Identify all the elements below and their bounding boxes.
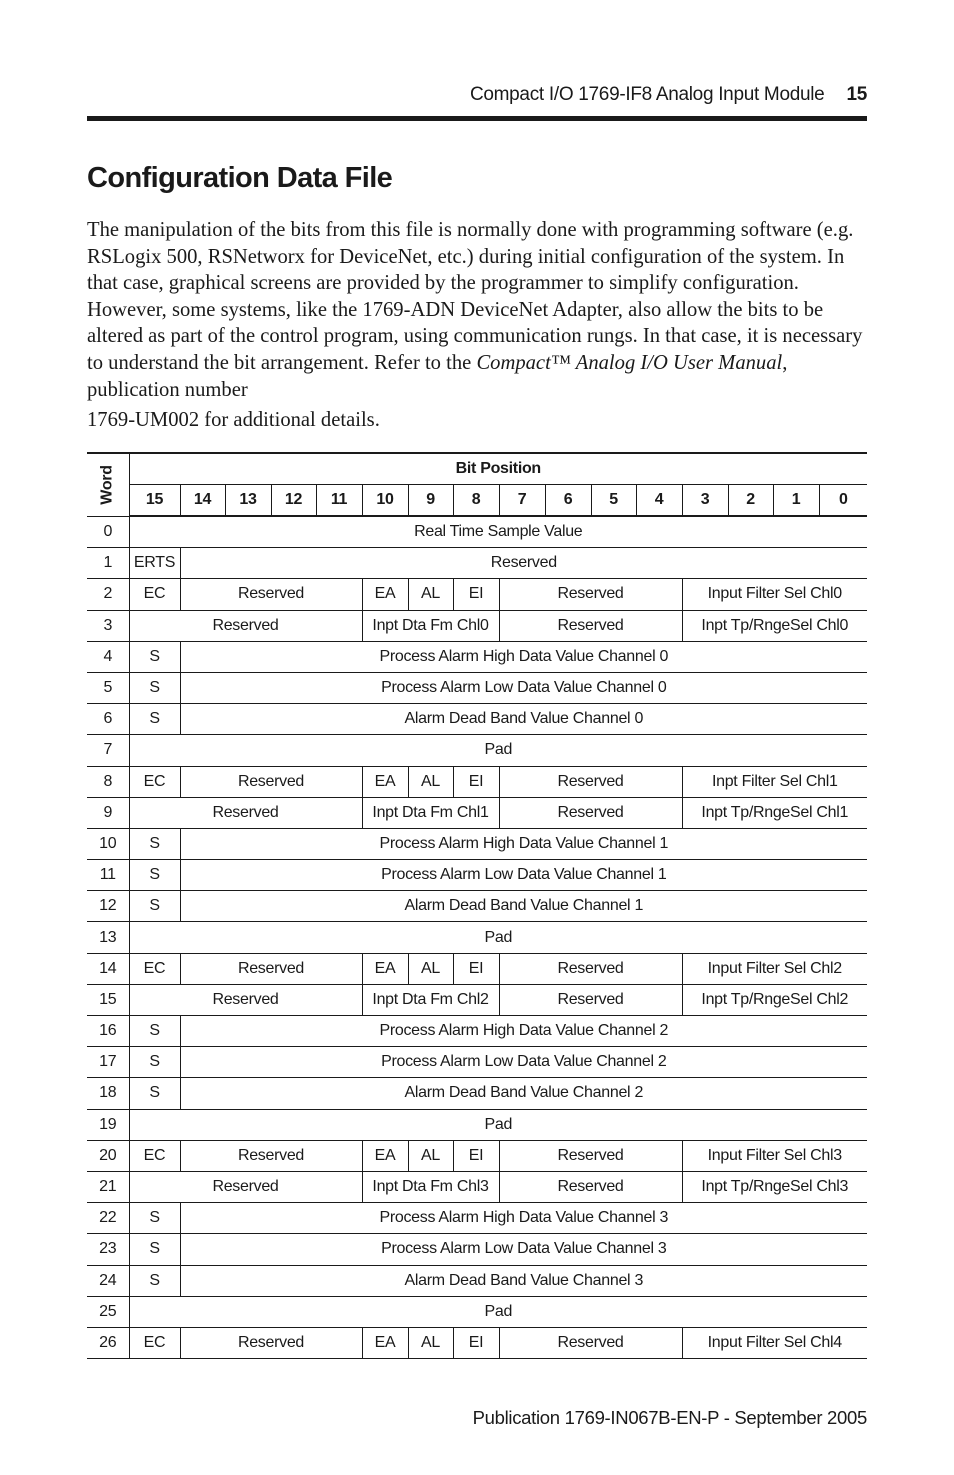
table-cell: Reserved bbox=[499, 579, 682, 610]
word-number: 15 bbox=[87, 984, 129, 1015]
table-cell: S bbox=[129, 828, 180, 859]
table-cell: EI bbox=[453, 1140, 499, 1171]
table-cell: AL bbox=[408, 579, 453, 610]
word-number: 16 bbox=[87, 1016, 129, 1047]
table-row bbox=[87, 672, 867, 703]
word-number: 11 bbox=[87, 860, 129, 891]
table-cell: EI bbox=[453, 1327, 499, 1358]
table-cell: Reserved bbox=[499, 984, 682, 1015]
table-cell: Inpt Dta Fm Chl3 bbox=[362, 1171, 499, 1202]
publication-footer: Publication 1769-IN067B-EN-P - September 2005 bbox=[472, 1407, 867, 1428]
table-row bbox=[87, 984, 867, 1015]
bit-header-0: 0 bbox=[819, 485, 867, 517]
table-row bbox=[87, 1234, 867, 1265]
table-cell: Reserved bbox=[129, 797, 362, 828]
intro-text-2: , publication number bbox=[87, 351, 788, 401]
table-cell: Reserved bbox=[180, 766, 362, 797]
table-cell: Input Filter Sel Chl0 bbox=[682, 579, 867, 610]
table-cell: S bbox=[129, 1078, 180, 1109]
bit-header-5: 5 bbox=[591, 485, 636, 517]
table-cell: AL bbox=[408, 1140, 453, 1171]
table-row bbox=[87, 1078, 867, 1109]
bit-header-10: 10 bbox=[362, 485, 408, 517]
word-number: 0 bbox=[87, 516, 129, 548]
table-row bbox=[87, 1327, 867, 1358]
table-cell: Reserved bbox=[499, 1171, 682, 1202]
bit-header-6: 6 bbox=[545, 485, 591, 517]
table-cell: EA bbox=[362, 953, 408, 984]
table-cell: S bbox=[129, 1016, 180, 1047]
table-cell: Process Alarm High Data Value Channel 2 bbox=[180, 1016, 867, 1047]
table-row bbox=[87, 1171, 867, 1202]
bit-header-2: 2 bbox=[728, 485, 773, 517]
word-number: 24 bbox=[87, 1265, 129, 1296]
bit-header-15: 15 bbox=[129, 485, 180, 517]
bit-header-7: 7 bbox=[499, 485, 545, 517]
word-number: 25 bbox=[87, 1296, 129, 1327]
word-number: 14 bbox=[87, 953, 129, 984]
table-cell: Pad bbox=[129, 1109, 867, 1140]
word-number: 10 bbox=[87, 828, 129, 859]
table-cell: Process Alarm High Data Value Channel 0 bbox=[180, 641, 867, 672]
intro-text-1: The manipulation of the bits from this file is normally done with programming software (e.g. RSLogix 500, RSNetworx for DeviceNet, etc.) during initial configuration of the system. In that case, graphical screens are provided by the programmer to simplify configuration. However, some systems, like the 1769-ADN DeviceNet Adapter, also allow the bits to be altered as part of the control program, using communication rungs. In that case, it is necessary to understand the bit arrangement. Refer to the bbox=[87, 219, 863, 374]
table-cell: Reserved bbox=[180, 953, 362, 984]
page-number: 15 bbox=[846, 84, 867, 105]
table-row bbox=[87, 1203, 867, 1234]
word-number: 26 bbox=[87, 1327, 129, 1358]
table-row bbox=[87, 1109, 867, 1140]
table-cell: Inpt Tp/RngeSel Chl0 bbox=[682, 610, 867, 641]
table-cell: Process Alarm Low Data Value Channel 0 bbox=[180, 672, 867, 703]
bit-header-13: 13 bbox=[225, 485, 271, 517]
table-cell: Process Alarm Low Data Value Channel 1 bbox=[180, 860, 867, 891]
table-cell: S bbox=[129, 704, 180, 735]
word-number: 6 bbox=[87, 704, 129, 735]
table-cell: Alarm Dead Band Value Channel 0 bbox=[180, 704, 867, 735]
table-row bbox=[87, 860, 867, 891]
table-cell: S bbox=[129, 672, 180, 703]
table-cell: Process Alarm High Data Value Channel 1 bbox=[180, 828, 867, 859]
table-row bbox=[87, 766, 867, 797]
bit-header-11: 11 bbox=[316, 485, 362, 517]
table-cell: Inpt Dta Fm Chl2 bbox=[362, 984, 499, 1015]
table-cell: EC bbox=[129, 579, 180, 610]
table-cell: EC bbox=[129, 1327, 180, 1358]
table-cell: Reserved bbox=[499, 1140, 682, 1171]
table-row bbox=[87, 797, 867, 828]
table-cell: Inpt Dta Fm Chl1 bbox=[362, 797, 499, 828]
table-cell: Reserved bbox=[499, 610, 682, 641]
table-cell: EA bbox=[362, 766, 408, 797]
table-cell: Pad bbox=[129, 1296, 867, 1327]
intro-text-3: 1769-UM002 for additional details. bbox=[87, 409, 380, 432]
word-number: 19 bbox=[87, 1109, 129, 1140]
table-row bbox=[87, 1016, 867, 1047]
word-header-label: Word bbox=[98, 465, 116, 505]
table-row bbox=[87, 1265, 867, 1296]
table-row bbox=[87, 891, 867, 922]
table-cell: S bbox=[129, 641, 180, 672]
word-number: 13 bbox=[87, 922, 129, 953]
table-cell: Inpt Dta Fm Chl0 bbox=[362, 610, 499, 641]
word-number: 22 bbox=[87, 1203, 129, 1234]
table-cell: EA bbox=[362, 1140, 408, 1171]
table-cell: S bbox=[129, 1234, 180, 1265]
table-cell: Process Alarm High Data Value Channel 3 bbox=[180, 1203, 867, 1234]
table-cell: Reserved bbox=[129, 984, 362, 1015]
table-cell: AL bbox=[408, 766, 453, 797]
table-cell: Input Filter Sel Chl2 bbox=[682, 953, 867, 984]
table-row bbox=[87, 735, 867, 766]
table-body bbox=[87, 516, 867, 1359]
table-cell: Process Alarm Low Data Value Channel 2 bbox=[180, 1047, 867, 1078]
section-title: Configuration Data File bbox=[87, 162, 393, 194]
table-row bbox=[87, 516, 867, 548]
word-number: 20 bbox=[87, 1140, 129, 1171]
bit-header-8: 8 bbox=[453, 485, 499, 517]
table-cell: EI bbox=[453, 953, 499, 984]
table-cell: Reserved bbox=[180, 548, 867, 579]
configuration-data-table bbox=[87, 452, 867, 1359]
word-number: 21 bbox=[87, 1171, 129, 1202]
bit-header-4: 4 bbox=[636, 485, 682, 517]
table-row bbox=[87, 953, 867, 984]
bit-header-3: 3 bbox=[682, 485, 728, 517]
table-cell: Reserved bbox=[180, 579, 362, 610]
table-cell: Reserved bbox=[499, 797, 682, 828]
table-cell: EA bbox=[362, 579, 408, 610]
word-number: 5 bbox=[87, 672, 129, 703]
table-cell: Alarm Dead Band Value Channel 2 bbox=[180, 1078, 867, 1109]
table-cell: Alarm Dead Band Value Channel 3 bbox=[180, 1265, 867, 1296]
table-cell: Inpt Filter Sel Chl1 bbox=[682, 766, 867, 797]
table-cell: Reserved bbox=[129, 1171, 362, 1202]
table-cell: S bbox=[129, 860, 180, 891]
intro-paragraph bbox=[87, 217, 877, 434]
word-number: 1 bbox=[87, 548, 129, 579]
table-row bbox=[87, 579, 867, 610]
table-row bbox=[87, 1140, 867, 1171]
bit-header-9: 9 bbox=[408, 485, 453, 517]
table-cell: EC bbox=[129, 766, 180, 797]
header-rule bbox=[87, 116, 867, 121]
table-row bbox=[87, 1296, 867, 1327]
word-number: 3 bbox=[87, 610, 129, 641]
table-cell: Process Alarm Low Data Value Channel 3 bbox=[180, 1234, 867, 1265]
header-title: Compact I/O 1769-IF8 Analog Input Module bbox=[469, 84, 825, 105]
table-cell: Inpt Tp/RngeSel Chl3 bbox=[682, 1171, 867, 1202]
table-row bbox=[87, 548, 867, 579]
word-number: 9 bbox=[87, 797, 129, 828]
table-cell: Reserved bbox=[499, 766, 682, 797]
table-cell: Inpt Tp/RngeSel Chl2 bbox=[682, 984, 867, 1015]
table-cell: EI bbox=[453, 579, 499, 610]
word-number: 2 bbox=[87, 579, 129, 610]
table-cell: Pad bbox=[129, 922, 867, 953]
table-cell: S bbox=[129, 1203, 180, 1234]
table-cell: Real Time Sample Value bbox=[129, 516, 867, 548]
table-row bbox=[87, 704, 867, 735]
table-row bbox=[87, 828, 867, 859]
table-cell: AL bbox=[408, 1327, 453, 1358]
running-header bbox=[87, 80, 867, 110]
table-cell: Input Filter Sel Chl3 bbox=[682, 1140, 867, 1171]
table-cell: EA bbox=[362, 1327, 408, 1358]
table-cell: Reserved bbox=[180, 1327, 362, 1358]
table-row bbox=[87, 641, 867, 672]
bit-header-12: 12 bbox=[271, 485, 316, 517]
table-cell: Inpt Tp/RngeSel Chl1 bbox=[682, 797, 867, 828]
word-number: 18 bbox=[87, 1078, 129, 1109]
word-number: 4 bbox=[87, 641, 129, 672]
manual-title: Compact™ Analog I/O User Manual bbox=[476, 351, 783, 374]
bit-header-1: 1 bbox=[773, 485, 819, 517]
word-number: 17 bbox=[87, 1047, 129, 1078]
bit-header-14: 14 bbox=[180, 485, 225, 517]
table-cell: AL bbox=[408, 953, 453, 984]
word-number: 23 bbox=[87, 1234, 129, 1265]
table-cell: Reserved bbox=[499, 953, 682, 984]
table-cell: S bbox=[129, 1265, 180, 1296]
table-cell: Pad bbox=[129, 735, 867, 766]
table-row bbox=[87, 610, 867, 641]
table-row bbox=[87, 922, 867, 953]
table-cell: Input Filter Sel Chl4 bbox=[682, 1327, 867, 1358]
word-column-header bbox=[87, 453, 129, 516]
bit-number-row bbox=[87, 485, 867, 517]
table-cell: Reserved bbox=[180, 1140, 362, 1171]
table-row bbox=[87, 1047, 867, 1078]
table-cell: ERTS bbox=[129, 548, 180, 579]
table-cell: EC bbox=[129, 1140, 180, 1171]
table-cell: Reserved bbox=[499, 1327, 682, 1358]
table-cell: S bbox=[129, 891, 180, 922]
table-cell: S bbox=[129, 1047, 180, 1078]
word-number: 8 bbox=[87, 766, 129, 797]
bit-position-header: Bit Position bbox=[129, 453, 867, 485]
word-number: 12 bbox=[87, 891, 129, 922]
table-cell: EI bbox=[453, 766, 499, 797]
table-cell: EC bbox=[129, 953, 180, 984]
table-cell: Alarm Dead Band Value Channel 1 bbox=[180, 891, 867, 922]
word-number: 7 bbox=[87, 735, 129, 766]
table-cell: Reserved bbox=[129, 610, 362, 641]
